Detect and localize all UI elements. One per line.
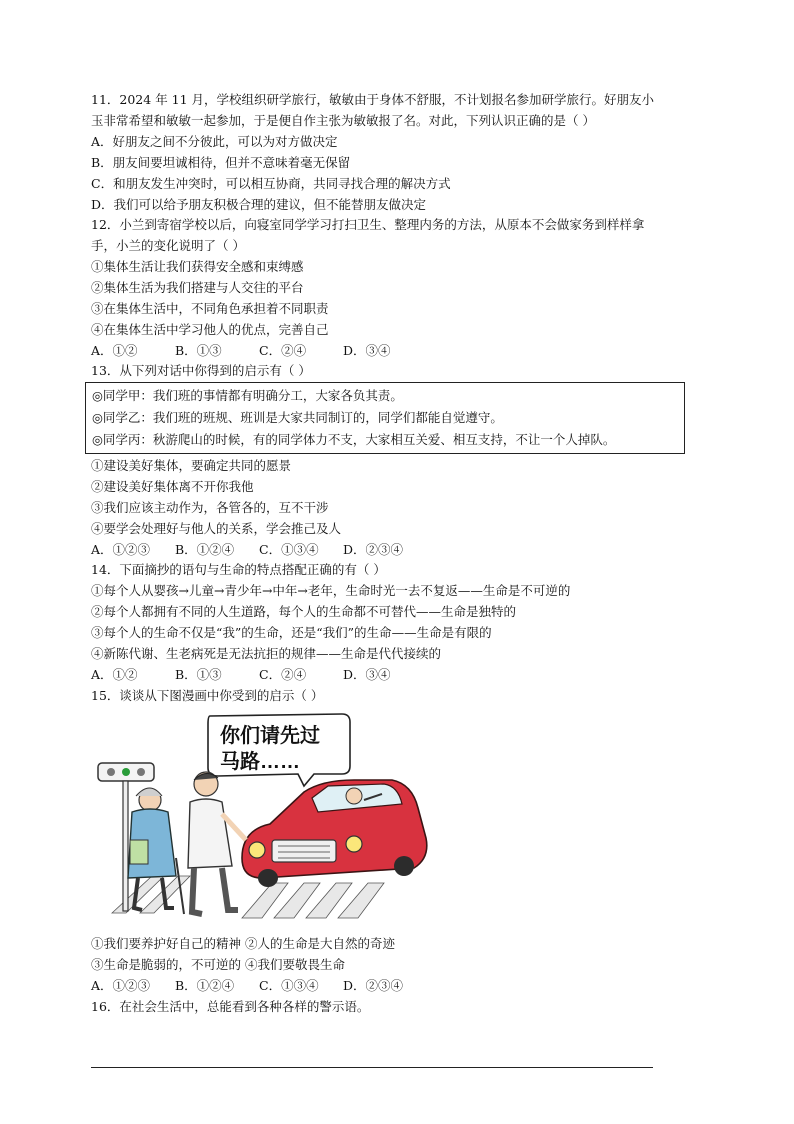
q13-stem: 13．从下列对话中你得到的启示有（ ） <box>91 363 311 378</box>
q15-statements-line2: ③生命是脆弱的，不可逆的 ④我们要敬畏生命 <box>91 957 345 972</box>
q12-choice-d: D．③④ <box>343 343 391 358</box>
q12-stem-line1: 12．小兰到寄宿学校以后，向寝室同学学习打扫卫生、整理内务的方法，从原本不会做家务到样样拿 <box>91 217 645 232</box>
q13-statement-2: ②建设美好集体离不开你我他 <box>91 479 254 494</box>
speech-text-line2: 马路…… <box>220 751 300 773</box>
q15-stem: 15．谈谈从下图漫画中你受到的启示（ ） <box>91 688 324 703</box>
q13-choice-b: B．①②④ <box>175 542 235 557</box>
q13-dialogue-1: ◎同学甲：我们班的事情都有明确分工，大家各负其责。 <box>92 388 403 403</box>
q12-statement-3: ③在集体生活中，不同角色承担着不同职责 <box>91 301 329 316</box>
q14-statement-1: ①每个人从婴孩→儿童→青少年→中年→老年，生命时光一去不复返——生命是不可逆的 <box>91 583 571 598</box>
q13-dialogue-3: ◎同学丙：秋游爬山的时候，有的同学体力不支，大家相互关爱、相互支持，不让一个人掉队。 <box>92 432 616 447</box>
q13-statement-4: ④要学会处理好与他人的关系，学会推己及人 <box>91 521 342 536</box>
q11-option-b: B．朋友间要坦诚相待，但并不意味着毫无保留 <box>91 155 351 170</box>
q13-statement-1: ①建设美好集体，要确定共同的愿景 <box>91 458 292 473</box>
q14-stem: 14．下面摘抄的语句与生命的特点搭配正确的有（ ） <box>91 562 386 577</box>
q12-choice-a: A．①② <box>91 343 138 358</box>
q13-choice-c: C．①③④ <box>259 542 319 557</box>
q12-choice-b: B．①③ <box>175 343 222 358</box>
traffic-cartoon <box>92 708 452 930</box>
q13-choice-a: A．①②③ <box>91 542 151 557</box>
q14-choices <box>91 665 391 685</box>
q11-stem-line1: 11．2024 年 11 月，学校组织研学旅行，敏敏由于身体不舒服，不计划报名参加研学旅行。好朋友小 <box>91 92 655 107</box>
q15-choice-d: D．②③④ <box>343 978 404 993</box>
q14-choice-b: B．①③ <box>175 667 222 682</box>
q14-statement-3: ③每个人的生命不仅是“我”的生命，还是“我们”的生命——生命是有限的 <box>91 625 492 640</box>
q12-statement-4: ④在集体生活中学习他人的优点，完善自己 <box>91 322 329 337</box>
q13-dialogue-2: ◎同学乙：我们班的班规、班训是大家共同制订的，同学们都能自觉遵守。 <box>92 410 503 425</box>
q14-choice-d: D．③④ <box>343 667 391 682</box>
q11-stem-line2: 玉非常希望和敏敏一起参加，于是便自作主张为敏敏报了名。对此，下列认识正确的是（ ） <box>91 113 595 128</box>
q12-statement-2: ②集体生活为我们搭建与人交往的平台 <box>91 280 304 295</box>
q13-statement-3: ③我们应该主动作为，各管各的，互不干涉 <box>91 500 329 515</box>
q12-choices <box>91 341 391 361</box>
q13-dialogue-box <box>85 382 685 454</box>
q11-option-a: A．好朋友之间不分彼此，可以为对方做决定 <box>91 134 338 149</box>
q15-choice-a: A．①②③ <box>91 978 151 993</box>
red-car <box>242 780 427 887</box>
q13-choices <box>91 540 403 560</box>
q12-choice-c: C．②④ <box>259 343 307 358</box>
q14-choice-a: A．①② <box>91 667 138 682</box>
q12-stem-line2: 手，小兰的变化说明了（ ） <box>91 238 245 253</box>
speech-text-line1: 你们请先过 <box>220 725 320 747</box>
q15-choice-c: C．①③④ <box>259 978 319 993</box>
footer-divider <box>91 1067 653 1068</box>
q14-statement-4: ④新陈代谢、生老病死是无法抗拒的规律——生命是代代接续的 <box>91 646 442 661</box>
q16-stem: 16．在社会生活中，总能看到各种各样的警示语。 <box>91 999 370 1014</box>
crosswalk <box>112 876 384 918</box>
q15-statements-line1: ①我们要养护好自己的精神 ②人的生命是大自然的奇迹 <box>91 936 395 951</box>
elderly-woman <box>128 788 184 914</box>
q14-choice-c: C．②④ <box>259 667 307 682</box>
q14-statement-2: ②每个人都拥有不同的人生道路，每个人的生命都不可替代——生命是独特的 <box>91 604 517 619</box>
q15-choices <box>91 976 403 996</box>
q15-choice-b: B．①②④ <box>175 978 235 993</box>
q11-option-d: D．我们可以给予朋友积极合理的建议，但不能替朋友做决定 <box>91 197 427 212</box>
q12-statement-1: ①集体生活让我们获得安全感和束缚感 <box>91 259 304 274</box>
q13-choice-d: D．②③④ <box>343 542 404 557</box>
q11-option-c: C．和朋友发生冲突时，可以相互协商，共同寻找合理的解决方式 <box>91 176 451 191</box>
helping-man <box>188 772 246 914</box>
